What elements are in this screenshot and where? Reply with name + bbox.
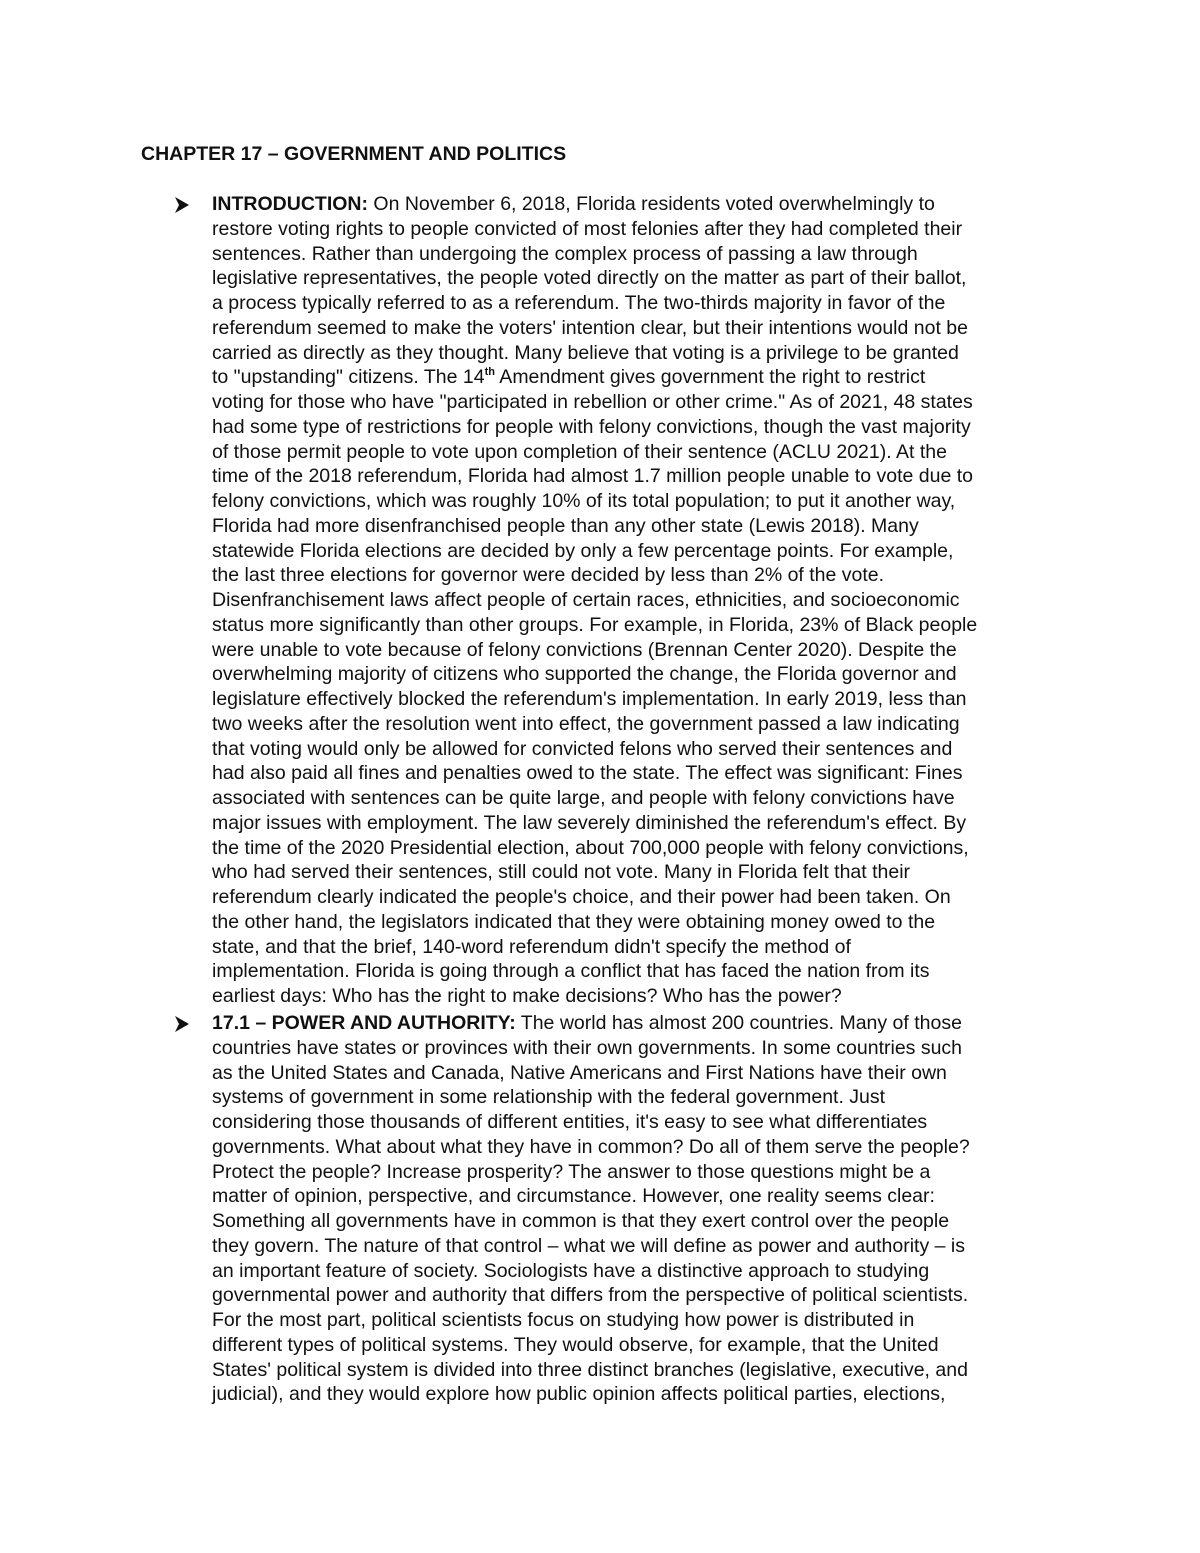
power-and-authority-paragraph	[212, 1011, 1072, 1407]
chapter-title: CHAPTER 17 – GOVERNMENT AND POLITICS	[141, 143, 567, 165]
introduction-heading: INTRODUCTION:	[212, 193, 368, 215]
power-and-authority-heading: 17.1 – POWER AND AUTHORITY:	[212, 1012, 516, 1034]
arrowhead-bullet-icon	[174, 1014, 190, 1034]
ordinal-superscript: th	[484, 366, 495, 379]
introduction-text-part-2: Amendment gives government the right to restrict voting for those who have "participated in rebellion or other crime." As of 2021, 48 states had some type of restrictions for people with felony convictions, though the vast majority of those permit people to vote upon completion of their sentence (ACLU 2021). At the time of the 2018 referendum, Florida had almost 1.7 million people unable to vote due to felony convictions, which was roughly 10% of its total population; to put it another way, Florida had more disenfranchised people than any other state (Lewis 2018). Many statewide Florida elections are decided by only a few percentage points. For example, the last three elections for governor were decided by less than 2% of the vote. Disenfranchisement laws affect people of certain races, ethnicities, and socioeconomic status more significantly than other groups. For example, in Florida, 23% of Black people were unable to vote because of felony convictions (Brennan Center 2020). Despite the overwhelming majority of citizens who supported the change, the Florida governor and legislature effectively blocked the referendum's implementation. In early 2019, less than two weeks after the resolution went into effect, the government passed a law indicating that voting would only be allowed for convicted felons who served their sentences and had also paid all fines and penalties owed to the state. The effect was significant: Fines associated with sentences can be quite large, and people with felony convictions have major issues with employment. The law severely diminished the referendum's effect. By the time of the 2020 Presidential election, about 700,000 people with felony convictions, who had served their sentences, still could not vote. Many in Florida felt that their referendum clearly indicated the people's choice, and their power had been taken. On the other hand, the legislators indicated that they were obtaining money owed to the state, and that the brief, 140-word referendum didn't specify the method of implementation. Florida is going through a conflict that has faced the nation from its earliest days: Who has the right to make decisions? Who has the power?	[212, 366, 978, 1007]
introduction-paragraph	[212, 192, 1072, 1009]
power-and-authority-text: The world has almost 200 countries. Many of those countries have states or provinces with their own governments. In some countries such as the United States and Canada, Native Americans and First Nations have their own systems of government in some relationship with the federal government. Just considering those thousands of different entities, it's easy to see what differentiates governments. What about what they have in common? Do all of them serve the people? Protect the people? Increase prosperity? The answer to those questions might be a matter of opinion, perspective, and circumstance. However, one reality seems clear: Something all governments have in common is that they exert control over the people they govern. The nature of that control – what we will define as power and authority – is an important feature of society. Sociologists have a distinctive approach to studying governmental power and authority that differs from the perspective of political scientists. For the most part, political scientists focus on studying how power is distributed in different types of political systems. They would observe, for example, that the United States' political system is divided into three distinct branches (legislative, executive, and judicial), and they would explore how public opinion affects political parties, elections,	[212, 1012, 970, 1406]
arrowhead-bullet-icon	[174, 195, 190, 215]
introduction-text-part-1: On November 6, 2018, Florida residents voted overwhelmingly to restore voting rights to people convicted of most felonies after they had completed their sentences. Rather than undergoing the complex process of passing a law through legislative representatives, the people voted directly on the matter as part of their ballot, a process typically referred to as a referendum. The two-thirds majority in favor of the referendum seemed to make the voters' intention clear, but their intentions would not be carried as directly as they thought. Many believe that voting is a privilege to be granted to "upstanding" citizens. The 14	[212, 193, 968, 389]
